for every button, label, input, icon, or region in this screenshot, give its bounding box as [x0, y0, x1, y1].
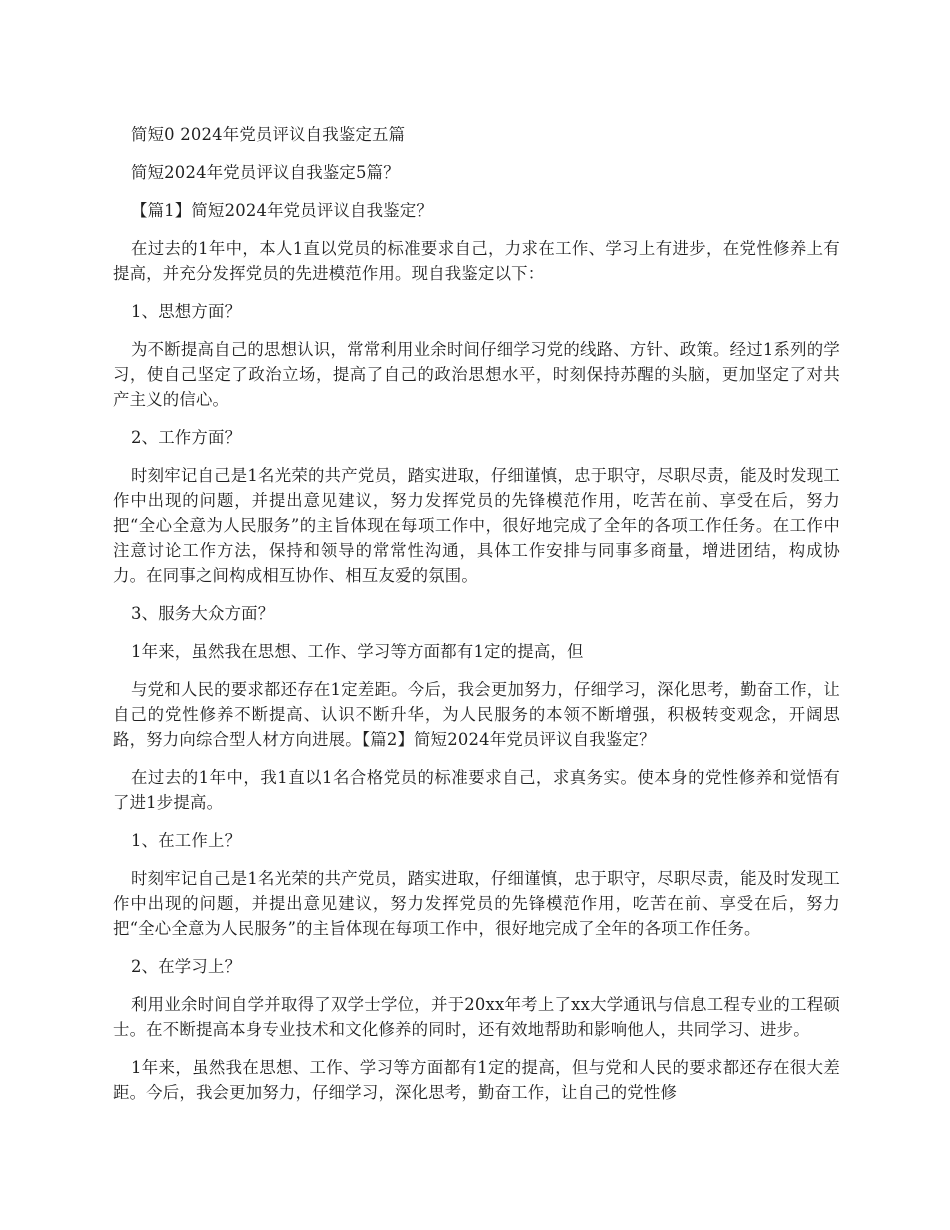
body-paragraph: 1年来，虽然我在思想、工作、学习等方面都有1定的提高，但与党和人民的要求都还存在很大差距。今后，我会更加努力，仔细学习，深化思考，勤奋工作，让自己的党性修 [113, 1058, 840, 1102]
body-paragraph: 时刻牢记自己是1名光荣的共产党员，踏实进取，仔细谨慎，忠于职守，尽职尽责，能及时发现工作中出现的问题，并提出意见建议，努力发挥党员的先锋模范作用，吃苦在前、享受在后，努力把“全心全意为人民服务”的主旨体现在每项工作中，很好地完成了全年的各项工作任务。在工作中注意讨论工作方法，保持和领导的常常性沟通，具体工作安排与同事多商量，增进团结，构成协力。在同事之间构成相互协作、相互友爱的氛围。 [113, 466, 840, 585]
section-heading-service: 3、服务大众方面？ [131, 604, 275, 623]
body-paragraph: 与党和人民的要求都还存在1定差距。今后，我会更加努力，仔细学习，深化思考，勤奋工作，让自己的党性修养不断提高、认识不断升华，为人民服务的本领不断增强，积极转变观念，开阔思路，努力向综合型人材方向进展。【篇2】简短2024年党员评议自我鉴定？ [113, 680, 840, 749]
body-paragraph: 在过去的1年中，我1直以1名合格党员的标准要求自己，求真务实。使本身的党性修养和觉悟有了进1步提高。 [113, 768, 840, 812]
section-heading-study: 2、在学习上？ [131, 957, 242, 976]
body-paragraph: 利用业余时间自学并取得了双学士学位，并于20xx年考上了xx大学通讯与信息工程专业的工程硕士。在不断提高本身专业技术和文化修养的同时，还有效地帮助和影响他人，共同学习、进步。 [113, 995, 840, 1039]
body-paragraph: 在过去的1年中，本人1直以党员的标准要求自己，力求在工作、学习上有进步，在党性修养上有提高，并充分发挥党员的先进模范作用。现自我鉴定以下： [113, 239, 840, 283]
body-paragraph: 时刻牢记自己是1名光荣的共产党员，踏实进取，仔细谨慎，忠于职守，尽职尽责，能及时发现工作中出现的问题，并提出意见建议，努力发挥党员的先锋模范作用，吃苦在前、享受在后，努力把“全心全意为人民服务”的主旨体现在每项工作中，很好地完成了全年的各项工作任务。 [113, 869, 840, 938]
body-paragraph: 为不断提高自己的思想认识，常常利用业余时间仔细学习党的线路、方针、政策。经过1系列的学习，使自己坚定了政治立场，提高了自己的政治思想水平，时刻保持苏醒的头脑，更加坚定了对共产主义的信心。 [113, 340, 840, 409]
section-heading-work: 2、工作方面？ [131, 428, 242, 447]
body-paragraph: 1年来，虽然我在思想、工作、学习等方面都有1定的提高，但 [131, 642, 584, 661]
section-heading-thought: 1、思想方面？ [131, 302, 242, 321]
document-title: 简短0 2024年党员评议自我鉴定五篇 [131, 125, 406, 144]
section-heading-article-1: 【篇1】简短2024年党员评议自我鉴定？ [131, 201, 433, 220]
document-subtitle: 简短2024年党员评议自我鉴定5篇？ [131, 163, 400, 182]
document-page [113, 122, 840, 1118]
section-heading-work-2: 1、在工作上？ [131, 831, 242, 850]
